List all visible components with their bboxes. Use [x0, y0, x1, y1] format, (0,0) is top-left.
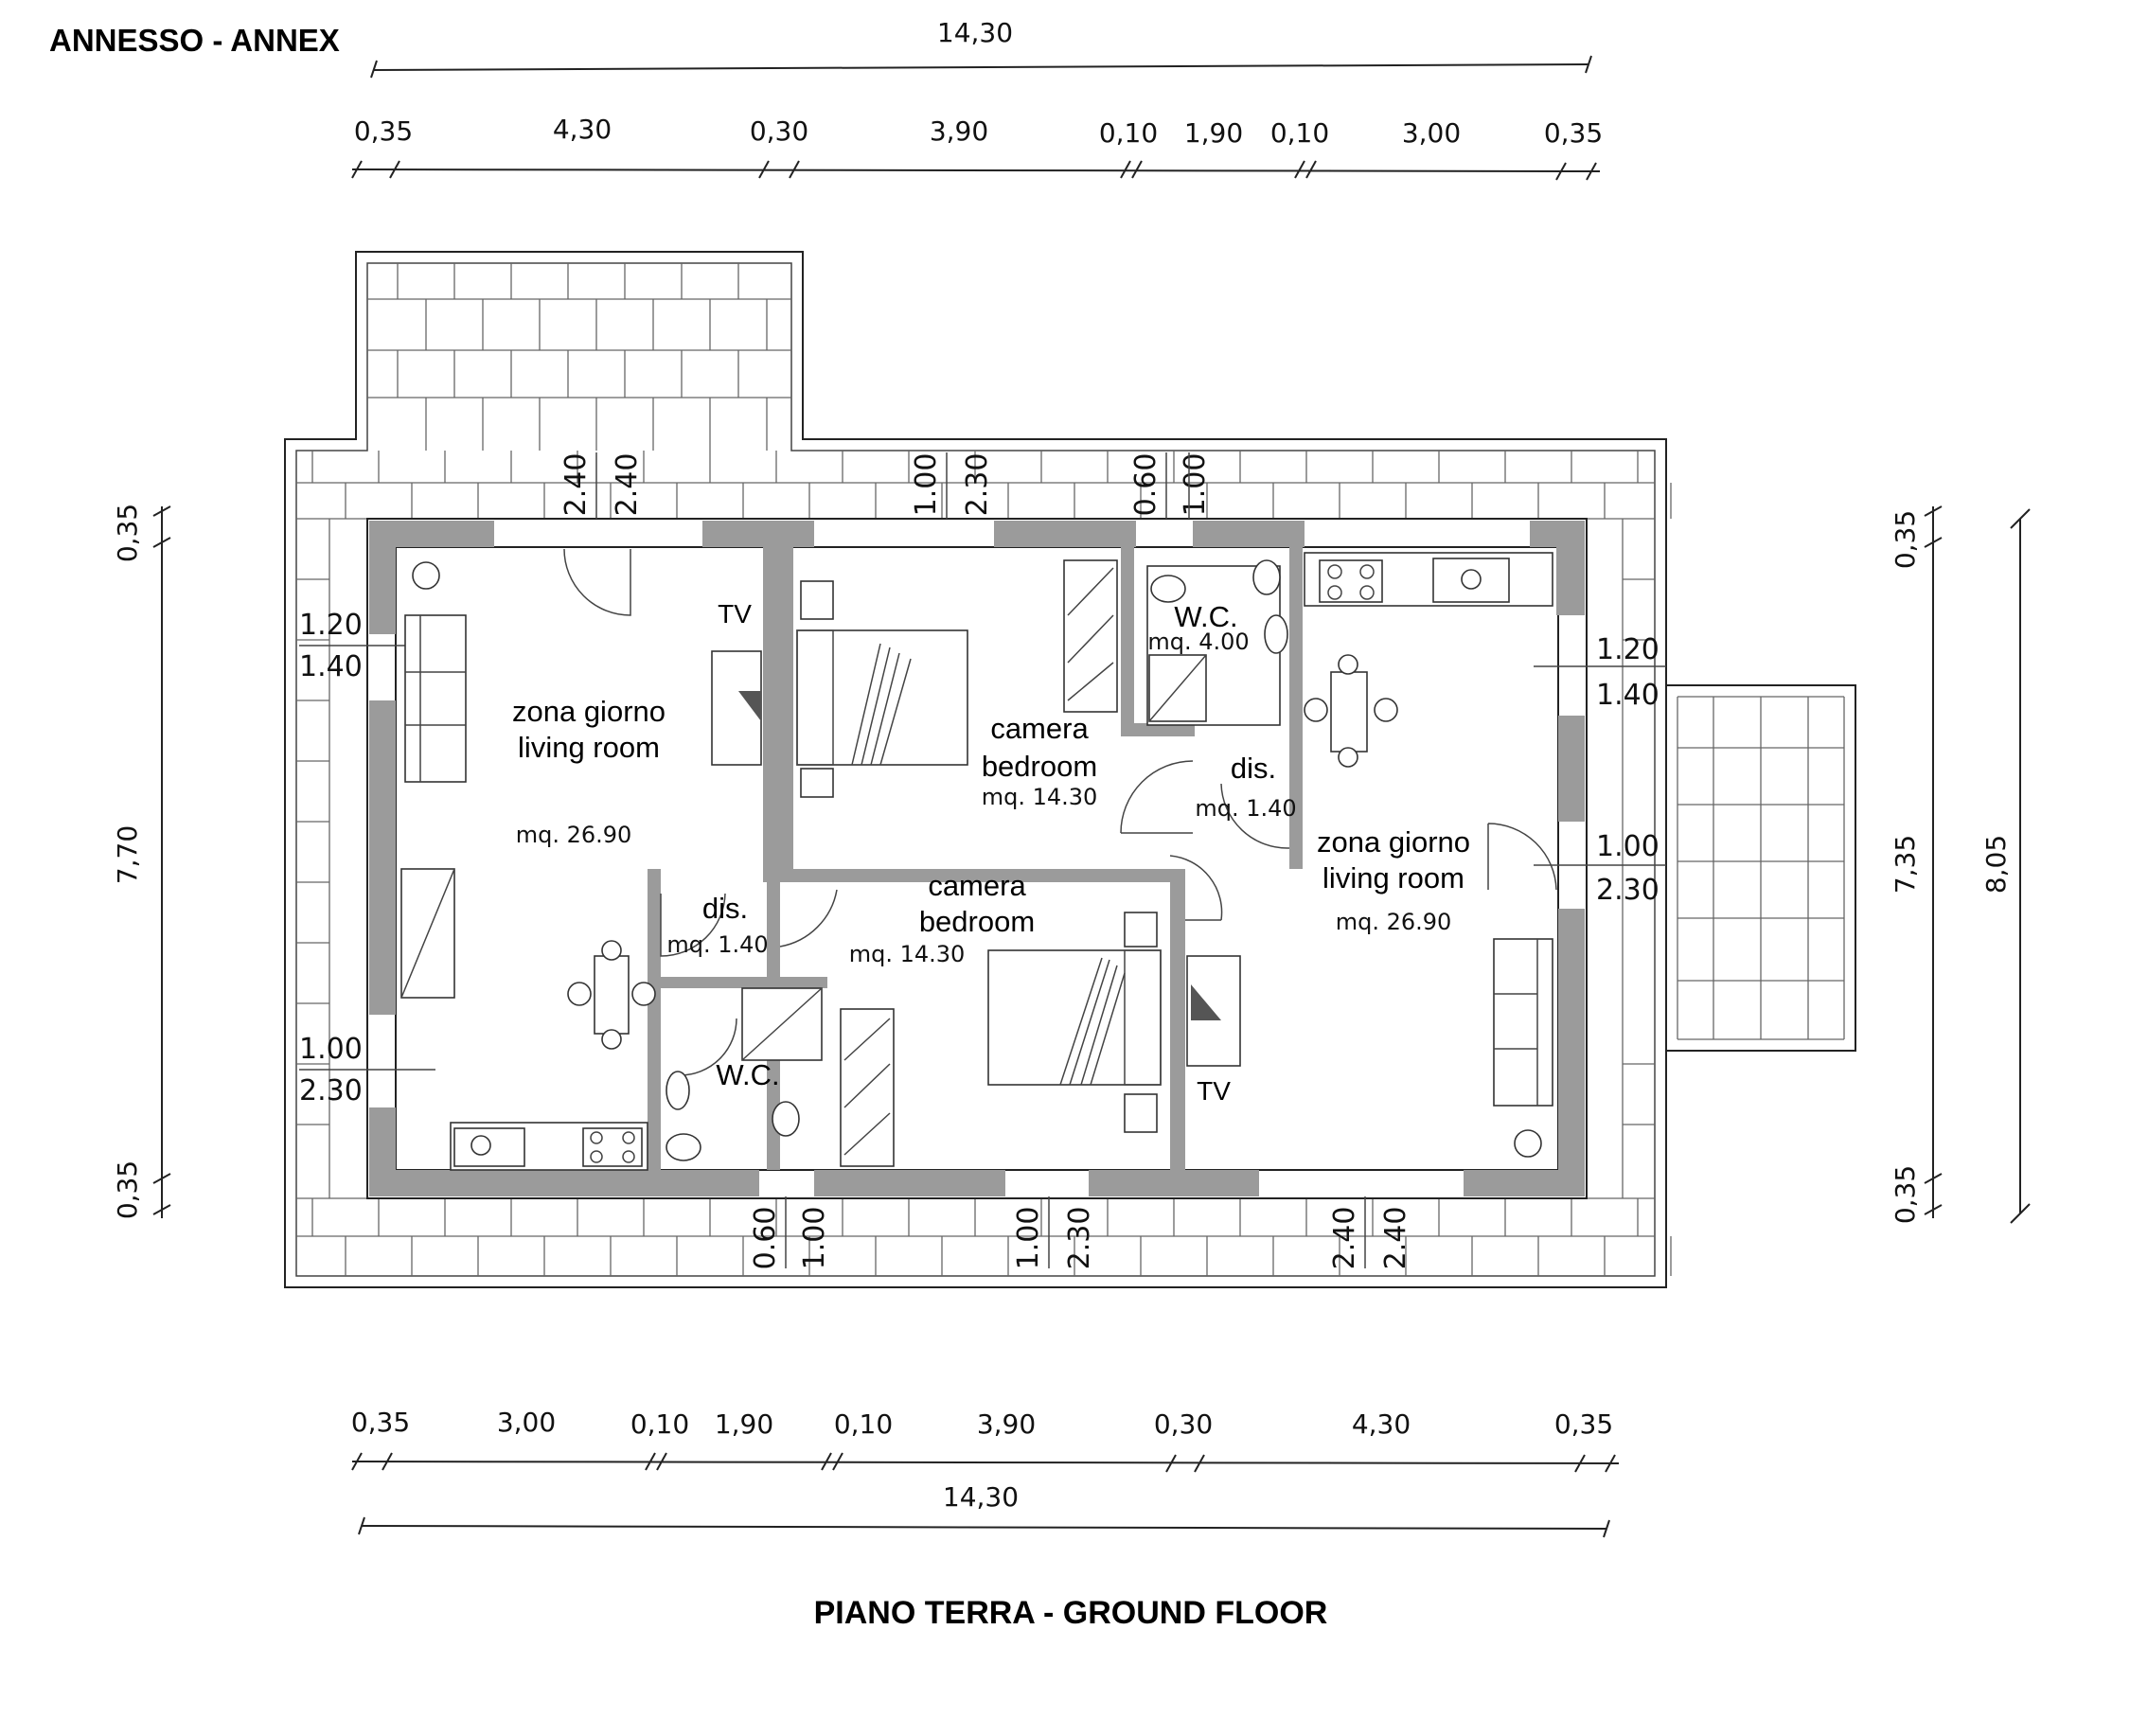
plan-title: ANNESSO - ANNEX	[49, 23, 340, 58]
room-living-right-area: mq. 26.90	[1335, 909, 1452, 935]
room-dis-left-name: dis.	[701, 892, 749, 925]
room-wc-bottom	[716, 1058, 779, 1091]
dim-right-total: 8,05	[1980, 834, 2012, 895]
dim-bottom-seg-8: 4,30	[1351, 1408, 1411, 1440]
tv-label-left: TV	[718, 599, 752, 629]
room-dis-left-area: mq. 1.40	[666, 931, 769, 958]
svg-text:2.30: 2.30	[1596, 874, 1660, 907]
dim-top-seg-7: 0,10	[1269, 117, 1330, 149]
walls	[367, 519, 1587, 1198]
dim-bottom-seg-4: 1,90	[714, 1408, 774, 1440]
dim-right-seg-2: 7,35	[1890, 834, 1921, 895]
svg-text:2.40: 2.40	[611, 452, 644, 517]
room-living-right-it: zona giorno	[1316, 825, 1471, 859]
svg-text:1.00: 1.00	[1012, 1206, 1045, 1270]
svg-text:2.30: 2.30	[299, 1074, 363, 1107]
dim-top-seg-4: 3,90	[929, 115, 989, 147]
room-bedroom-bottom-area: mq. 14.30	[848, 941, 966, 967]
room-wc-top-area: mq. 4.00	[1147, 629, 1250, 655]
room-living-left-en: living room	[518, 731, 660, 764]
svg-text:2.30: 2.30	[961, 452, 994, 517]
dim-top-seg-1: 0,35	[353, 115, 414, 147]
dim-top-seg-3: 0,30	[749, 115, 809, 147]
room-living-right-en: living room	[1322, 861, 1464, 895]
dim-bottom-seg-2: 3,00	[496, 1407, 557, 1438]
dim-right-seg-1: 0,35	[1890, 509, 1921, 570]
room-dis-right-name: dis.	[1230, 752, 1277, 785]
dim-top-seg-6: 1,90	[1183, 117, 1244, 149]
room-bedroom-top-it: camera	[990, 712, 1089, 745]
right-dimensions	[1890, 506, 2030, 1224]
svg-text:0.60: 0.60	[1129, 452, 1163, 517]
svg-text:1.00: 1.00	[1179, 452, 1212, 517]
dim-top-seg-9: 0,35	[1543, 117, 1604, 149]
dim-bottom-seg-3: 0,10	[630, 1408, 690, 1440]
dim-bottom-total: 14,30	[942, 1481, 1020, 1513]
left-dimensions	[112, 504, 170, 1219]
room-dis-right-area: mq. 1.40	[1195, 795, 1297, 822]
dim-bottom-seg-9: 0,35	[1553, 1408, 1614, 1440]
svg-text:1.00: 1.00	[299, 1033, 363, 1066]
dim-left-seg-1: 0,35	[112, 503, 143, 563]
svg-text:2.40: 2.40	[1328, 1206, 1361, 1270]
dim-top-total: 14,30	[936, 17, 1014, 48]
svg-text:2.30: 2.30	[1063, 1206, 1096, 1270]
room-living-left-it: zona giorno	[511, 695, 666, 728]
tv-label-right: TV	[1197, 1076, 1231, 1106]
svg-text:1.00: 1.00	[910, 452, 943, 517]
bottom-dimensions	[351, 1407, 1619, 1537]
svg-text:1.00: 1.00	[798, 1206, 831, 1270]
room-bedroom-bottom-en: bedroom	[918, 905, 1036, 938]
room-bedroom-bottom-it: camera	[928, 869, 1026, 902]
svg-text:1.40: 1.40	[299, 650, 363, 683]
svg-text:0.60: 0.60	[749, 1206, 782, 1270]
room-wc-top-name: W.C.	[1174, 600, 1238, 633]
dim-bottom-seg-7: 0,30	[1153, 1408, 1214, 1440]
top-dimensions	[352, 17, 1603, 180]
svg-text:1.00: 1.00	[1596, 830, 1660, 863]
svg-text:1.20: 1.20	[299, 609, 363, 642]
room-wc-bottom-name: W.C.	[716, 1058, 780, 1091]
dim-top-seg-8: 3,00	[1401, 117, 1462, 149]
dim-bottom-seg-6: 3,90	[976, 1408, 1037, 1440]
svg-text:2.40: 2.40	[1379, 1206, 1412, 1270]
dim-right-seg-3: 0,35	[1890, 1164, 1921, 1225]
svg-text:1.40: 1.40	[1596, 679, 1660, 712]
dim-bottom-seg-1: 0,35	[350, 1407, 411, 1438]
plan-caption: PIANO TERRA - GROUND FLOOR	[813, 1595, 1328, 1631]
dim-top-seg-2: 4,30	[552, 114, 612, 145]
room-living-left-area: mq. 26.90	[515, 822, 632, 848]
room-bedroom-top-en: bedroom	[981, 750, 1098, 783]
svg-text:1.20: 1.20	[1596, 633, 1660, 666]
dim-top-seg-5: 0,10	[1098, 117, 1159, 149]
room-bedroom-top	[982, 712, 1098, 810]
room-living-right	[1317, 825, 1470, 935]
dim-left-seg-2: 7,70	[112, 824, 143, 885]
svg-text:2.40: 2.40	[559, 452, 593, 517]
room-bedroom-top-area: mq. 14.30	[981, 784, 1098, 810]
dim-bottom-seg-5: 0,10	[833, 1408, 894, 1440]
dim-left-seg-3: 0,35	[112, 1160, 143, 1220]
side-terrace	[1666, 685, 1855, 1287]
